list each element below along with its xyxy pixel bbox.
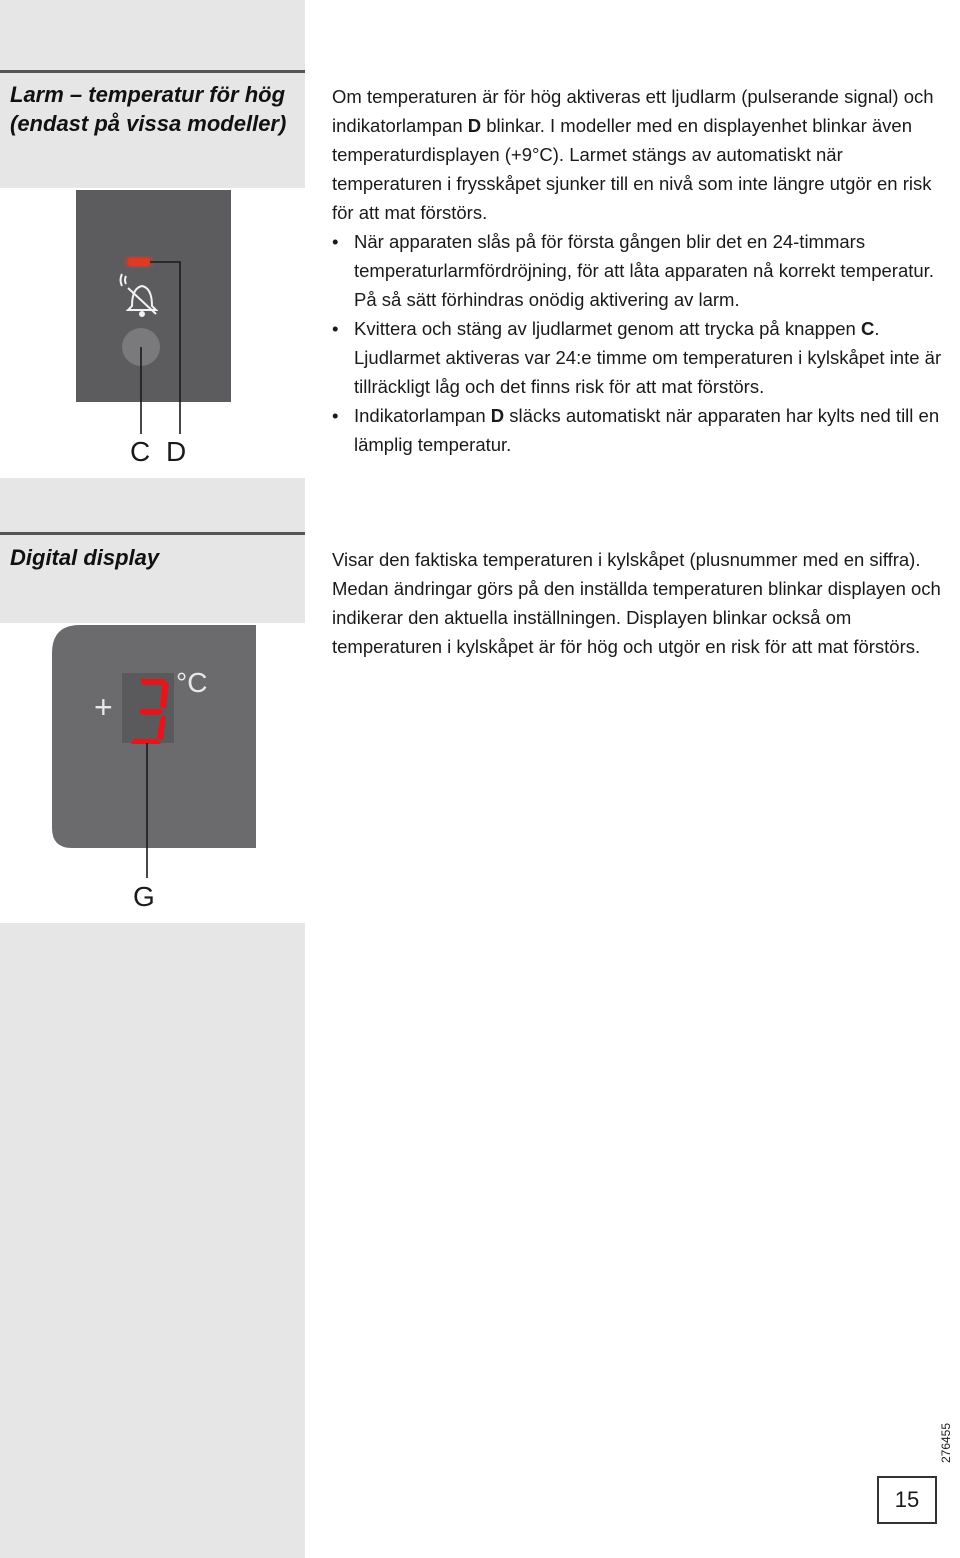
- alarm-figure: [0, 188, 305, 478]
- celsius-unit: °C: [176, 667, 208, 698]
- label-c: C: [130, 436, 151, 467]
- section-divider: [0, 70, 305, 73]
- alarm-intro: [332, 82, 942, 227]
- display-panel-illustration: [0, 623, 305, 923]
- alarm-body: [332, 82, 942, 459]
- section-heading-display: Digital display: [10, 545, 160, 570]
- document-code: [934, 1418, 958, 1468]
- text-run: Om temperaturen är för hög aktiveras ett ljudlarm (pulserande signal) och indikatorlampan: [332, 86, 934, 136]
- plus-sign: +: [94, 689, 113, 725]
- display-description: Visar den faktiska temperaturen i kylskåpet (plusnummer med en siffra). Medan ändringar görs på den inställda temperaturen blinkar displayen och indikerar den aktuella inställningen. Displayen blinkar också om temperaturen i kylskåpet är för hög och utgör en risk för att mat förstörs.: [332, 549, 941, 657]
- display-figure: [0, 623, 305, 923]
- bullet-item: [332, 401, 942, 459]
- alarm-bullet-list: [332, 227, 942, 459]
- display-body: [332, 545, 942, 661]
- bold-reference: D: [467, 115, 482, 136]
- text-run: Indikatorlampan: [354, 405, 491, 426]
- bold-reference: D: [490, 405, 505, 426]
- alarm-control-panel: [0, 188, 305, 478]
- indicator-glow: [124, 256, 154, 268]
- text-run: blinkar. I modeller med en displayenhet blinkar även temperaturdisplayen (+9°C). Larmet stängs av automatiskt när temperaturen i frysskåpet sjunker till en nivå som inte längre utgör en risk för att mat förstörs.: [332, 115, 932, 223]
- bold-reference: C: [860, 318, 875, 339]
- section-divider: [0, 532, 305, 535]
- bullet-item: [332, 314, 942, 401]
- label-d: D: [166, 436, 187, 467]
- label-g: G: [133, 881, 155, 912]
- text-run: När apparaten slås på för första gången blir det en 24-timmars temperaturlarmfördröjning, för att låta apparaten nå korrekt temperatur. På så sätt förhindras onödig aktivering av larm.: [354, 231, 934, 310]
- control-panel: [76, 190, 231, 402]
- document-code-text: 276455: [939, 1422, 953, 1464]
- bullet-item: [332, 227, 942, 314]
- text-run: Kvittera och stäng av ljudlarmet genom att trycka på knappen: [354, 318, 861, 339]
- text-run: . Ljudlarmet aktiveras var 24:e timme om temperaturen i kylskåpet inte är tillräckligt låg och det finns risk för att mat förstörs.: [354, 318, 942, 397]
- text-run: släcks automatiskt när apparaten har kylts ned till en lämplig temperatur.: [354, 405, 940, 455]
- section-heading-alarm: Larm – temperatur för hög (endast på vissa modeller): [10, 82, 287, 136]
- page-number: 15: [877, 1476, 937, 1524]
